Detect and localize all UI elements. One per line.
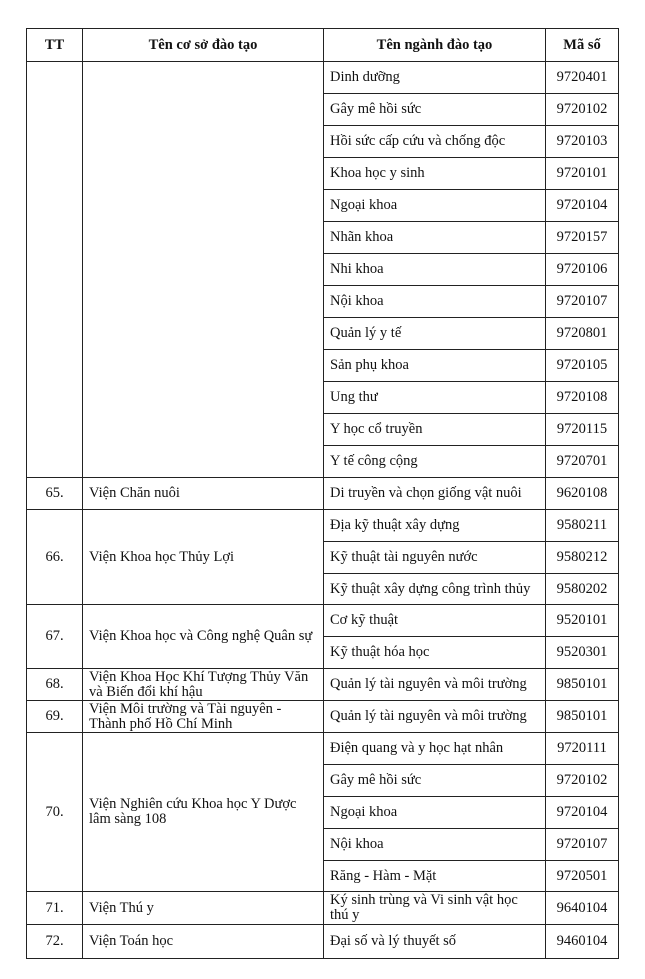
major-name: Địa kỹ thuật xây dựng	[324, 510, 546, 542]
table-row	[27, 478, 619, 510]
training-institutions-table	[26, 28, 619, 959]
table-row	[27, 701, 619, 733]
major-name: Răng - Hàm - Mặt	[324, 861, 546, 892]
major-name: Y học cổ truyền	[324, 414, 546, 446]
major-name: Y tế công cộng	[324, 446, 546, 478]
row-number: 67.	[27, 605, 83, 669]
institution-name: Viện Thú y	[83, 892, 324, 925]
major-name: Quản lý tài nguyên và môi trường	[324, 701, 546, 733]
table-body	[27, 62, 619, 959]
major-name: Kỹ thuật xây dựng công trình thủy	[324, 574, 546, 605]
major-code: 9720801	[546, 318, 619, 350]
table-row	[27, 669, 619, 701]
table-row	[27, 62, 619, 94]
institution-name: Viện Môi trường và Tài nguyên - Thành phố Hồ Chí Minh	[83, 701, 324, 733]
table-row	[27, 605, 619, 637]
major-code: 9720115	[546, 414, 619, 446]
row-number: 70.	[27, 733, 83, 892]
major-code: 9720104	[546, 190, 619, 222]
major-name: Gây mê hồi sức	[324, 94, 546, 126]
major-code: 9720108	[546, 382, 619, 414]
major-code: 9620108	[546, 478, 619, 510]
major-code: 9720107	[546, 829, 619, 861]
major-name: Đại số và lý thuyết số	[324, 925, 546, 959]
table-row	[27, 892, 619, 925]
major-code: 9720157	[546, 222, 619, 254]
institution-name: Viện Nghiên cứu Khoa học Y Dược lâm sàng 108	[83, 733, 324, 892]
major-name: Quản lý y tế	[324, 318, 546, 350]
row-number: 69.	[27, 701, 83, 733]
row-number	[27, 62, 83, 478]
institution-name	[83, 62, 324, 478]
major-code: 9720104	[546, 797, 619, 829]
major-name: Hồi sức cấp cứu và chống độc	[324, 126, 546, 158]
institution-name: Viện Chăn nuôi	[83, 478, 324, 510]
table-row	[27, 510, 619, 542]
major-code: 9720701	[546, 446, 619, 478]
institution-name: Viện Toán học	[83, 925, 324, 959]
major-name: Ngoại khoa	[324, 797, 546, 829]
major-name: Nhi khoa	[324, 254, 546, 286]
major-name: Dinh dưỡng	[324, 62, 546, 94]
header-tt: TT	[27, 29, 83, 62]
major-name: Ngoại khoa	[324, 190, 546, 222]
major-code: 9720102	[546, 765, 619, 797]
major-code: 9720111	[546, 733, 619, 765]
major-name: Gây mê hồi sức	[324, 765, 546, 797]
major-name: Ký sinh trùng và Vi sinh vật học thú y	[324, 892, 546, 925]
header-major: Tên ngành đào tạo	[324, 29, 546, 62]
major-name: Quản lý tài nguyên và môi trường	[324, 669, 546, 701]
major-code: 9720401	[546, 62, 619, 94]
major-code: 9720101	[546, 158, 619, 190]
major-name: Di truyền và chọn giống vật nuôi	[324, 478, 546, 510]
major-name: Sản phụ khoa	[324, 350, 546, 382]
institution-name: Viện Khoa học Thủy Lợi	[83, 510, 324, 605]
major-code: 9850101	[546, 701, 619, 733]
major-name: Kỹ thuật tài nguyên nước	[324, 542, 546, 574]
row-number: 66.	[27, 510, 83, 605]
table-row	[27, 925, 619, 959]
major-code: 9460104	[546, 925, 619, 959]
major-code: 9580202	[546, 574, 619, 605]
institution-name: Viện Khoa Học Khí Tượng Thủy Văn và Biến đổi khí hậu	[83, 669, 324, 701]
header-institution: Tên cơ sở đào tạo	[83, 29, 324, 62]
major-code: 9720106	[546, 254, 619, 286]
major-name: Cơ kỹ thuật	[324, 605, 546, 637]
major-code: 9720103	[546, 126, 619, 158]
major-code: 9720501	[546, 861, 619, 892]
major-code: 9520301	[546, 637, 619, 669]
header-row	[27, 29, 619, 62]
row-number: 71.	[27, 892, 83, 925]
major-code: 9720102	[546, 94, 619, 126]
major-code: 9640104	[546, 892, 619, 925]
major-code: 9850101	[546, 669, 619, 701]
major-code: 9580211	[546, 510, 619, 542]
major-name: Nội khoa	[324, 286, 546, 318]
major-name: Nhãn khoa	[324, 222, 546, 254]
row-number: 65.	[27, 478, 83, 510]
major-name: Nội khoa	[324, 829, 546, 861]
row-number: 72.	[27, 925, 83, 959]
major-name: Điện quang và y học hạt nhân	[324, 733, 546, 765]
table-row	[27, 733, 619, 765]
major-name: Ung thư	[324, 382, 546, 414]
major-name: Kỹ thuật hóa học	[324, 637, 546, 669]
major-code: 9520101	[546, 605, 619, 637]
major-code: 9580212	[546, 542, 619, 574]
header-code: Mã số	[546, 29, 619, 62]
major-code: 9720107	[546, 286, 619, 318]
institution-name: Viện Khoa học và Công nghệ Quân sự	[83, 605, 324, 669]
major-code: 9720105	[546, 350, 619, 382]
major-name: Khoa học y sinh	[324, 158, 546, 190]
row-number: 68.	[27, 669, 83, 701]
